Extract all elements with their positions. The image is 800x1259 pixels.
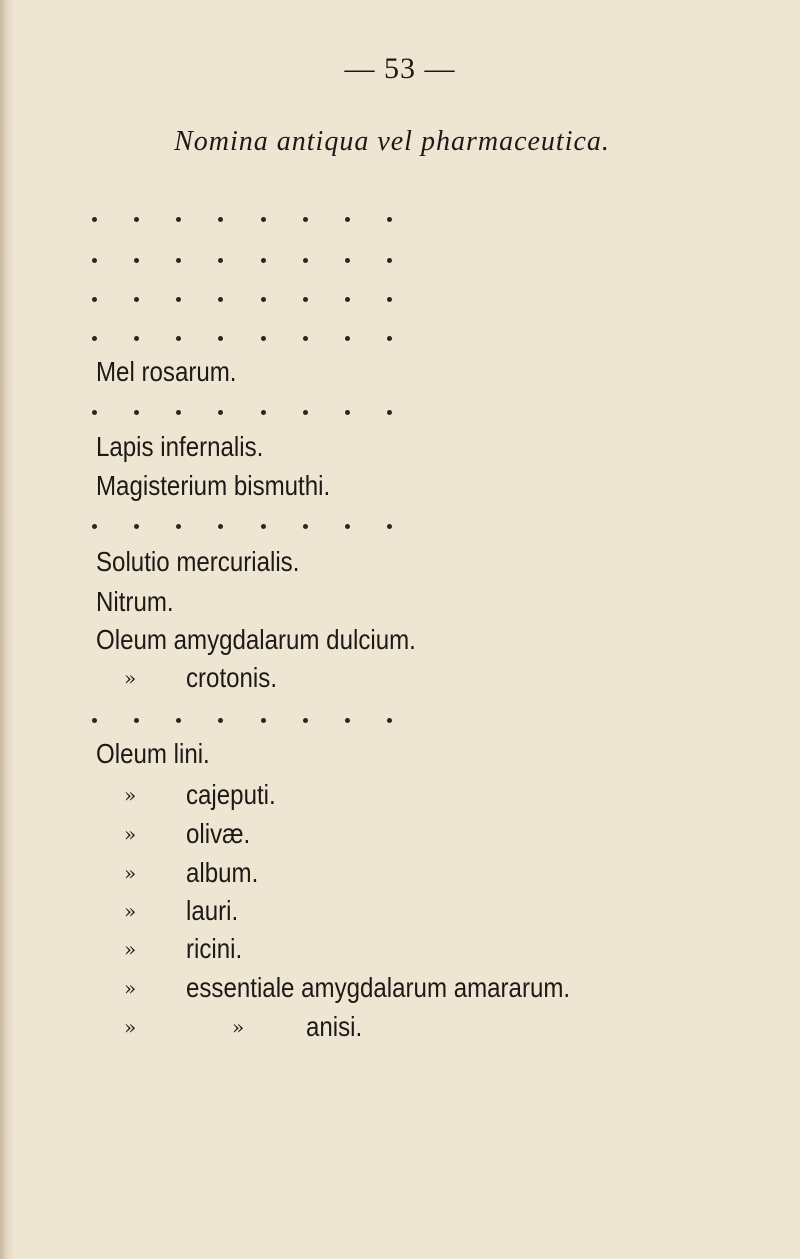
- dot: [387, 718, 392, 723]
- entry-mel-rosarum: Mel rosarum.: [96, 356, 237, 387]
- dot-leader-row: [92, 214, 392, 226]
- dot: [92, 718, 97, 723]
- dot: [176, 258, 181, 263]
- dot: [218, 718, 223, 723]
- entry-solutio-mercurialis: Solutio mercurialis.: [96, 546, 300, 577]
- dot: [303, 336, 308, 341]
- dot: [218, 410, 223, 415]
- dot: [261, 524, 266, 529]
- entry-olivae: olivæ.: [186, 818, 251, 849]
- ditto-mark: »: [232, 1015, 245, 1039]
- dot: [92, 297, 97, 302]
- entry-magisterium-bismuthi: Magisterium bismuthi.: [96, 470, 331, 501]
- dot: [387, 217, 392, 222]
- dot: [92, 258, 97, 263]
- dot: [92, 410, 97, 415]
- ditto-mark: »: [124, 899, 137, 923]
- dot: [176, 217, 181, 222]
- dot: [345, 258, 350, 263]
- dot: [176, 297, 181, 302]
- dot: [218, 524, 223, 529]
- dot: [176, 524, 181, 529]
- dot: [261, 297, 266, 302]
- dot: [218, 217, 223, 222]
- entry-anisi: anisi.: [306, 1011, 363, 1042]
- ditto-mark: »: [124, 822, 137, 846]
- dot: [303, 258, 308, 263]
- dot: [345, 410, 350, 415]
- dot-leader-row: [92, 294, 392, 306]
- dot: [176, 336, 181, 341]
- dot: [387, 336, 392, 341]
- entry-album: album.: [186, 857, 259, 888]
- dot: [92, 336, 97, 341]
- dot: [134, 217, 139, 222]
- entry-nitrum: Nitrum.: [96, 586, 174, 617]
- entry-cajeputi: cajeputi.: [186, 779, 276, 810]
- dot: [176, 718, 181, 723]
- dot: [387, 297, 392, 302]
- ditto-mark: »: [124, 1015, 137, 1039]
- dot: [92, 217, 97, 222]
- dot: [134, 297, 139, 302]
- dot: [176, 410, 181, 415]
- dot: [134, 258, 139, 263]
- dot: [218, 297, 223, 302]
- ditto-mark: »: [124, 861, 137, 885]
- dot: [345, 336, 350, 341]
- entry-crotonis: crotonis.: [186, 662, 278, 693]
- dot: [303, 410, 308, 415]
- dot: [303, 524, 308, 529]
- dot-leader-row: [92, 521, 392, 533]
- dot-leader-row: [92, 715, 392, 727]
- entry-essentiale: essentiale amygdalarum amararum.: [186, 972, 571, 1003]
- entry-oleum-lini: Oleum lini.: [96, 738, 210, 769]
- dot: [345, 718, 350, 723]
- entry-oleum-amygdalarum-dulcium: Oleum amygdalarum dulcium.: [96, 624, 416, 655]
- dot: [92, 524, 97, 529]
- ditto-mark: »: [124, 937, 137, 961]
- ditto-mark: »: [124, 783, 137, 807]
- page-number: — 53 —: [344, 52, 456, 85]
- dot: [261, 258, 266, 263]
- dot-leader-row: [92, 407, 392, 419]
- dot: [261, 336, 266, 341]
- dot-leader-row: [92, 333, 392, 345]
- dot: [134, 336, 139, 341]
- entry-ricini: ricini.: [186, 933, 243, 964]
- dot: [261, 718, 266, 723]
- dot: [303, 297, 308, 302]
- dot: [387, 410, 392, 415]
- dot: [303, 217, 308, 222]
- dot-leader-row: [92, 255, 392, 267]
- entry-lapis-infernalis: Lapis infernalis.: [96, 431, 264, 462]
- dot: [345, 524, 350, 529]
- dot: [387, 524, 392, 529]
- dot: [134, 718, 139, 723]
- ditto-mark: »: [124, 976, 137, 1000]
- dot: [218, 258, 223, 263]
- dot: [345, 217, 350, 222]
- dot: [303, 718, 308, 723]
- dot: [218, 336, 223, 341]
- dot: [134, 410, 139, 415]
- dot: [134, 524, 139, 529]
- dot: [387, 258, 392, 263]
- entry-lauri: lauri.: [186, 895, 239, 926]
- dot: [261, 410, 266, 415]
- dot: [345, 297, 350, 302]
- ditto-mark: »: [124, 666, 137, 690]
- dot: [261, 217, 266, 222]
- page-title: Nomina antiqua vel pharmaceutica.: [174, 126, 610, 157]
